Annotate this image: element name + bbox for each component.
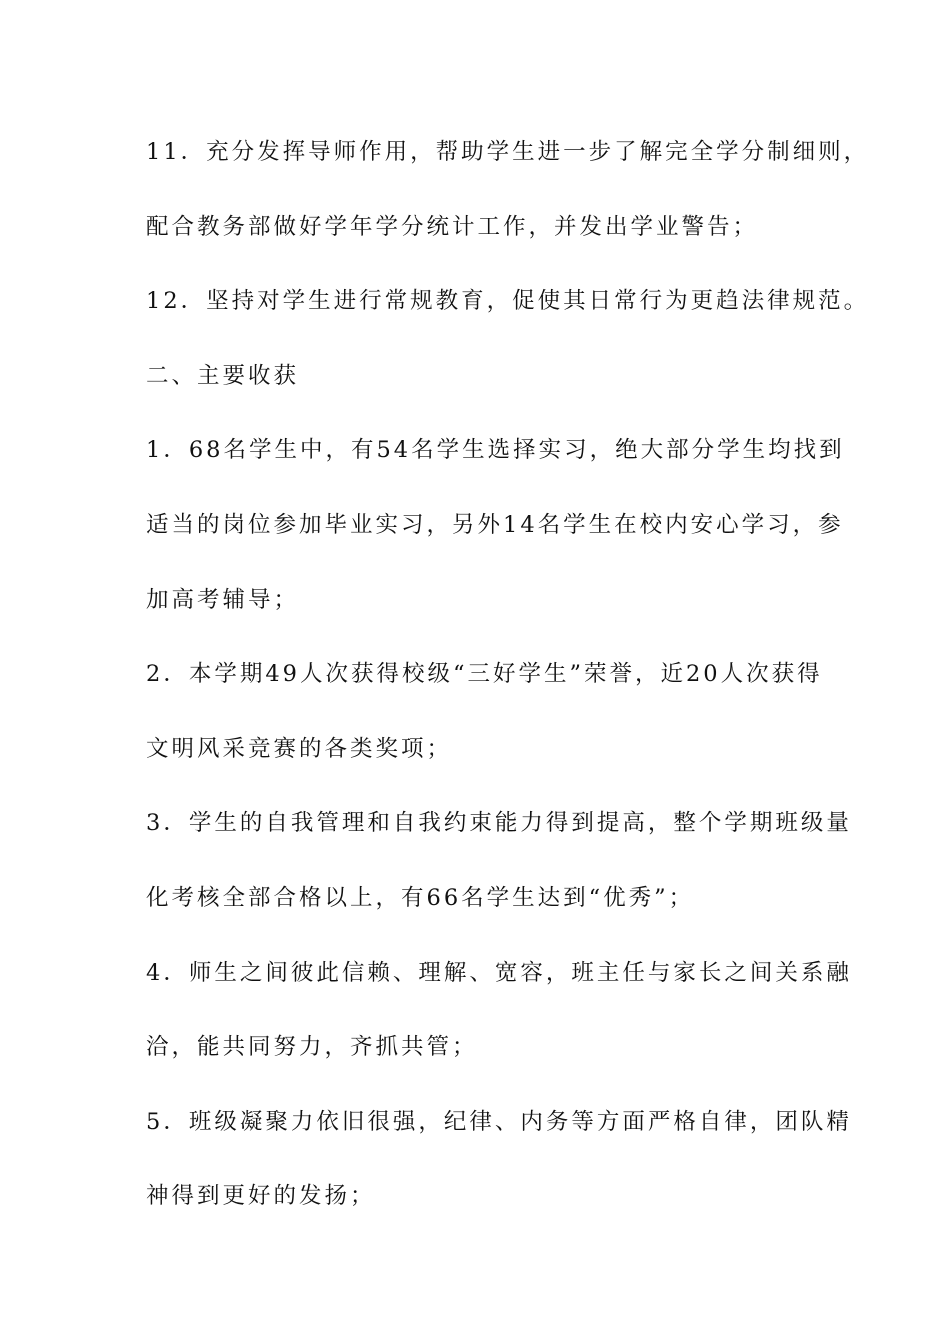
text-line-gain-2-part1: 2．本学期49人次获得校级“三好学生”荣誉，近20人次获得 [146, 661, 823, 688]
text-line-item-12: 12．坚持对学生进行常规教育，促使其日常行为更趋法律规范。 [146, 288, 870, 315]
text-line-gain-1-part2: 适当的岗位参加毕业实习，另外14名学生在校内安心学习，参 [146, 511, 844, 538]
text-line-gain-4-part2: 洽，能共同努力，齐抓共管； [146, 1034, 478, 1061]
text-line-gain-3-part1: 3．学生的自我管理和自我约束能力得到提高，整个学期班级量 [146, 810, 852, 837]
text-line-gain-5-part1: 5．班级凝聚力依旧很强，纪律、内务等方面严格自律，团队精 [146, 1108, 852, 1135]
text-line-gain-1-part3: 加高考辅导； [146, 586, 300, 613]
text-line-item-11-part2: 配合教务部做好学年学分统计工作，并发出学业警告； [146, 213, 759, 240]
text-line-gain-5-part2: 神得到更好的发扬； [146, 1183, 376, 1210]
text-line-item-11-part1: 11．充分发挥导师作用，帮助学生进一步了解完全学分制细则， [146, 139, 870, 165]
text-line-gain-3-part2: 化考核全部合格以上，有66名学生达到“优秀”； [146, 884, 695, 911]
section-heading-main-gains: 二、主要收获 [146, 362, 300, 389]
document-body [146, 129, 870, 1248]
text-line-gain-4-part1: 4．师生之间彼此信赖、理解、宽容，班主任与家长之间关系融 [146, 959, 852, 986]
text-line-gain-2-part2: 文明风采竞赛的各类奖项； [146, 735, 453, 762]
text-line-gain-1-part1: 1．68名学生中，有54名学生选择实习，绝大部分学生均找到 [146, 437, 845, 464]
